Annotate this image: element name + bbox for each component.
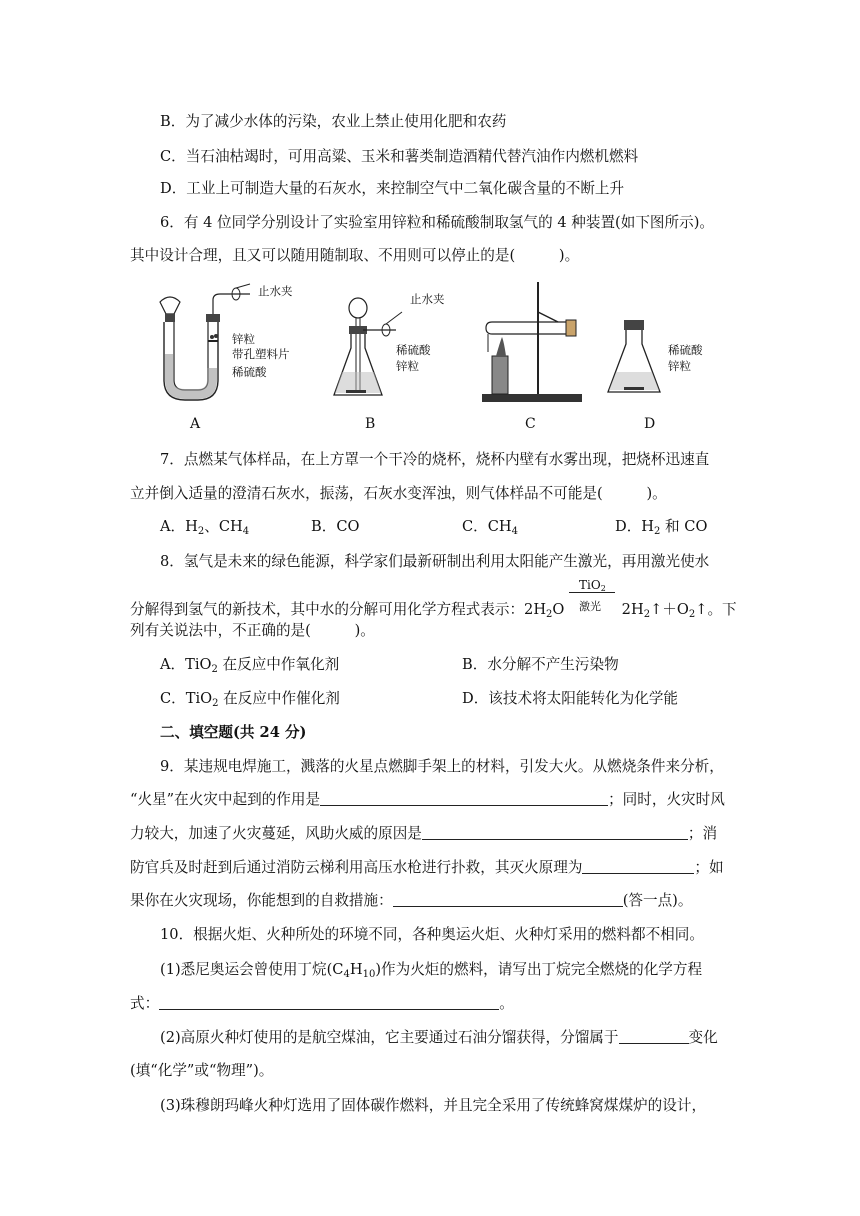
q10-part3-line1: (3)珠穆朗玛峰火种灯选用了固体碳作燃料，并且完全采用了传统蜂窝煤煤炉的设计， bbox=[160, 1097, 707, 1114]
apparatus-b-clip-label: 止水夹 bbox=[410, 292, 445, 306]
q6-stem-line2: 其中设计合理，且又可以随用随制取、不用则可以停止的是( )。 bbox=[130, 247, 580, 264]
q7-option-b: B．CO bbox=[311, 518, 360, 535]
q9-stem-line4: 防官兵及时赶到后通过消防云梯利用高压水枪进行扑救，其灭火原理为 ；如 bbox=[130, 859, 724, 876]
q9-stem-line5: 果你在火灾现场，你能想到的自救措施： (答一点)。 bbox=[130, 892, 693, 909]
q7-stem-line2: 立并倒入适量的澄清石灰水，振荡，石灰水变浑浊，则气体样品不可能是( )。 bbox=[130, 485, 667, 502]
apparatus-c-drawing bbox=[478, 282, 588, 407]
apparatus-b-label: B bbox=[365, 416, 376, 432]
apparatus-d-drawing bbox=[604, 320, 674, 400]
q7-option-a: A．$H_2$、$CH_4$ bbox=[160, 518, 250, 537]
q8-stem-line2: 分解得到氢气的新技术，其中水的分解可用化学方程式表示：$2H_2O$ $\frac{\text{TiO2}}{\text{激光}}$ $2H_2↑+O_2↑$。下 bbox=[130, 578, 737, 620]
q9-blank-4[interactable] bbox=[393, 892, 623, 907]
q8-option-c: C．TiO$_2$ 在反应中作催化剂 bbox=[160, 690, 340, 709]
apparatus-b-zinc-label: 锌粒 bbox=[396, 359, 419, 373]
q10-stem-line1: 10．根据火炬、火种所处的环境不同，各种奥运火炬、火种灯采用的燃料都不相同。 bbox=[160, 926, 704, 943]
apparatus-d-acid-label: 稀硫酸 bbox=[668, 343, 703, 357]
q9-blank-2[interactable] bbox=[422, 825, 688, 840]
q8-stem-line3: 列有关说法中，不正确的是( )。 bbox=[130, 622, 375, 639]
q7-option-d: D．$H_2$ 和 CO bbox=[615, 518, 708, 537]
apparatus-a-plate-label: 带孔塑料片 bbox=[232, 347, 290, 361]
reaction-condition: $\frac{\text{TiO2}}{\text{激光}}$ bbox=[569, 588, 617, 622]
q7-option-c: C．$CH_4$ bbox=[462, 518, 519, 537]
apparatus-d-label: D bbox=[644, 416, 656, 432]
q5-option-d: D．工业上可制造大量的石灰水，来控制空气中二氧化碳含量的不断上升 bbox=[160, 180, 625, 197]
q9-blank-3[interactable] bbox=[582, 859, 694, 874]
q6-stem-line1: 6．有 4 位同学分别设计了实验室用锌粒和稀硫酸制取氢气的 4 种装置(如下图所示)。 bbox=[160, 214, 714, 231]
q8-option-d: D．该技术将太阳能转化为化学能 bbox=[462, 690, 679, 707]
q10-blank-2[interactable] bbox=[619, 1029, 689, 1044]
apparatus-a-label: A bbox=[190, 416, 201, 432]
q8-stem-line1: 8．氢气是未来的绿色能源，科学家们最新研制出利用太阳能产生激光，再用激光使水 bbox=[160, 553, 710, 570]
q9-stem-line3: 力较大，加速了火灾蔓延，风助火威的原因是 ；消 bbox=[130, 825, 718, 842]
q8-option-b: B．水分解不产生污染物 bbox=[462, 656, 619, 673]
q7-stem-line1: 7．点燃某气体样品，在上方罩一个干冷的烧杯，烧杯内壁有水雾出现，把烧杯迅速直 bbox=[160, 451, 710, 468]
q10-part2-line2: (填“化学”或“物理”)。 bbox=[130, 1062, 274, 1079]
apparatus-a-acid-label: 稀硫酸 bbox=[232, 365, 267, 379]
apparatus-a-zinc-label: 锌粒 bbox=[232, 332, 255, 346]
q5-option-b: B．为了减少水体的污染，农业上禁止使用化肥和农药 bbox=[160, 113, 507, 130]
q10-part1-line2: 式： 。 bbox=[130, 995, 514, 1012]
q5-option-c: C．当石油枯竭时，可用高粱、玉米和薯类制造酒精代替汽油作内燃机燃料 bbox=[160, 148, 639, 165]
apparatus-b-acid-label: 稀硫酸 bbox=[396, 343, 431, 357]
apparatus-a-clip-label: 止水夹 bbox=[258, 284, 293, 298]
q10-part2-line1: (2)高原火种灯使用的是航空煤油，它主要通过石油分馏获得，分馏属于 变化 bbox=[160, 1029, 718, 1046]
q10-part1-line1: (1)悉尼奥运会曾使用丁烷$(C_4H_{10})$作为火炬的燃料，请写出丁烷完全燃烧的化学方程 bbox=[160, 961, 703, 980]
q9-stem-line2: “火星”在火灾中起到的作用是 ；同时，火灾时风 bbox=[130, 791, 725, 808]
q10-blank-1[interactable] bbox=[159, 995, 499, 1010]
q9-blank-1[interactable] bbox=[320, 791, 608, 806]
q9-stem-line1: 9．某违规电焊施工，溅落的火星点燃脚手架上的材料，引发大火。从燃烧条件来分析， bbox=[160, 758, 724, 775]
section-title: 二、填空题(共 24 分) bbox=[160, 724, 307, 741]
apparatus-c-label: C bbox=[525, 416, 536, 432]
apparatus-d-zinc-label: 锌粒 bbox=[668, 359, 691, 373]
q8-option-a: A．TiO$_2$ 在反应中作氧化剂 bbox=[160, 656, 340, 675]
apparatus-a-drawing bbox=[150, 282, 280, 402]
